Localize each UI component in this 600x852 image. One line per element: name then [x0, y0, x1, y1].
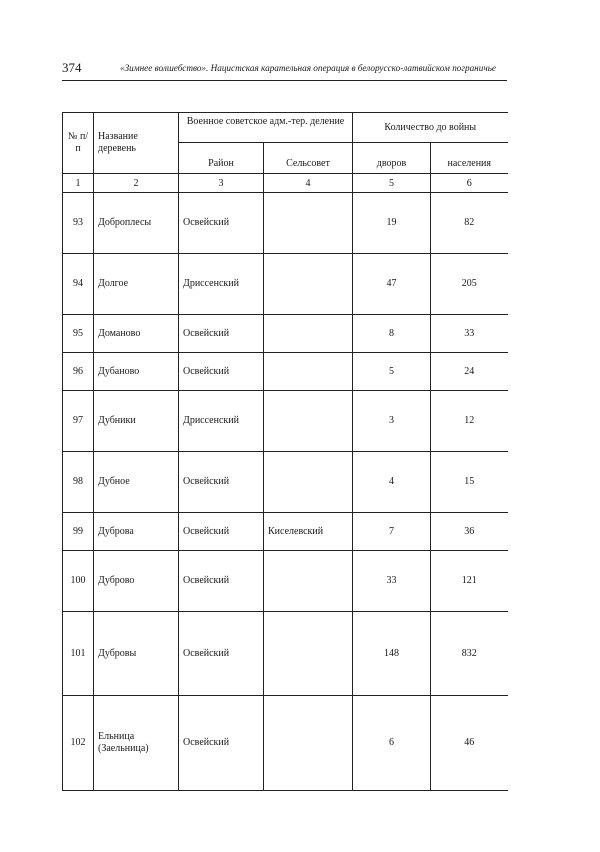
population: 36 — [431, 513, 508, 551]
page-number: 374 — [62, 60, 82, 75]
selsovet — [264, 353, 353, 391]
village-name: Дубровы — [94, 612, 179, 696]
row-number: 101 — [63, 612, 94, 696]
households: 7 — [353, 513, 431, 551]
population: 15 — [431, 452, 508, 513]
population: 82 — [431, 193, 508, 254]
running-title: «Зимнее волшебство». Нацистская карательная операция в белорусско-латвийском пограничье — [120, 63, 496, 73]
households: 47 — [353, 254, 431, 315]
header-admin-division: Военное советское адм.-тер. деление — [179, 113, 353, 143]
district: Освейский — [179, 452, 264, 513]
table-row — [63, 612, 508, 696]
village-name: Дубное — [94, 452, 179, 513]
selsovet — [264, 193, 353, 254]
district: Освейский — [179, 193, 264, 254]
row-number: 94 — [63, 254, 94, 315]
table-row — [63, 696, 508, 791]
table-row — [63, 551, 508, 612]
row-number: 97 — [63, 391, 94, 452]
row-number: 93 — [63, 193, 94, 254]
population: 33 — [431, 315, 508, 353]
table-row — [63, 353, 508, 391]
index-cell: 4 — [264, 174, 353, 193]
header-selsovet: Сельсовет — [264, 143, 353, 174]
population: 24 — [431, 353, 508, 391]
population: 12 — [431, 391, 508, 452]
column-index-row — [63, 174, 508, 193]
village-name: Дуброва — [94, 513, 179, 551]
village-name: Дуброво — [94, 551, 179, 612]
table-row — [63, 391, 508, 452]
villages-table — [62, 112, 508, 791]
households: 3 — [353, 391, 431, 452]
table-row — [63, 315, 508, 353]
district: Освейский — [179, 513, 264, 551]
village-name: Дубаново — [94, 353, 179, 391]
district: Освейский — [179, 696, 264, 791]
population: 205 — [431, 254, 508, 315]
district: Дриссенский — [179, 391, 264, 452]
village-name: Доманово — [94, 315, 179, 353]
page-header — [62, 58, 507, 81]
selsovet: Киселевский — [264, 513, 353, 551]
population: 121 — [431, 551, 508, 612]
village-name: Ельница (Заельница) — [94, 696, 179, 791]
selsovet — [264, 315, 353, 353]
header-district: Район — [179, 143, 264, 174]
index-cell: 1 — [63, 174, 94, 193]
households: 33 — [353, 551, 431, 612]
district: Освейский — [179, 612, 264, 696]
selsovet — [264, 696, 353, 791]
population: 832 — [431, 612, 508, 696]
row-number: 95 — [63, 315, 94, 353]
index-cell: 2 — [94, 174, 179, 193]
table-row — [63, 193, 508, 254]
district: Освейский — [179, 315, 264, 353]
district: Освейский — [179, 353, 264, 391]
selsovet — [264, 452, 353, 513]
village-name: Долгое — [94, 254, 179, 315]
row-number: 96 — [63, 353, 94, 391]
index-cell: 3 — [179, 174, 264, 193]
index-cell: 6 — [431, 174, 508, 193]
selsovet — [264, 551, 353, 612]
selsovet — [264, 391, 353, 452]
row-number: 99 — [63, 513, 94, 551]
village-name: Дубники — [94, 391, 179, 452]
population: 46 — [431, 696, 508, 791]
header-village-name: Название деревень — [94, 113, 179, 174]
row-number: 98 — [63, 452, 94, 513]
district: Дриссенский — [179, 254, 264, 315]
households: 6 — [353, 696, 431, 791]
households: 8 — [353, 315, 431, 353]
header-number: № п/п — [63, 113, 94, 174]
selsovet — [264, 612, 353, 696]
households: 5 — [353, 353, 431, 391]
households: 148 — [353, 612, 431, 696]
row-number: 100 — [63, 551, 94, 612]
table-row — [63, 452, 508, 513]
village-name: Доброплесы — [94, 193, 179, 254]
table-row — [63, 254, 508, 315]
header-prewar-count: Количество до войны — [353, 113, 508, 143]
selsovet — [264, 254, 353, 315]
header-population: населения — [431, 143, 508, 174]
district: Освейский — [179, 551, 264, 612]
table-row — [63, 513, 508, 551]
households: 4 — [353, 452, 431, 513]
index-cell: 5 — [353, 174, 431, 193]
households: 19 — [353, 193, 431, 254]
row-number: 102 — [63, 696, 94, 791]
header-households: дворов — [353, 143, 431, 174]
